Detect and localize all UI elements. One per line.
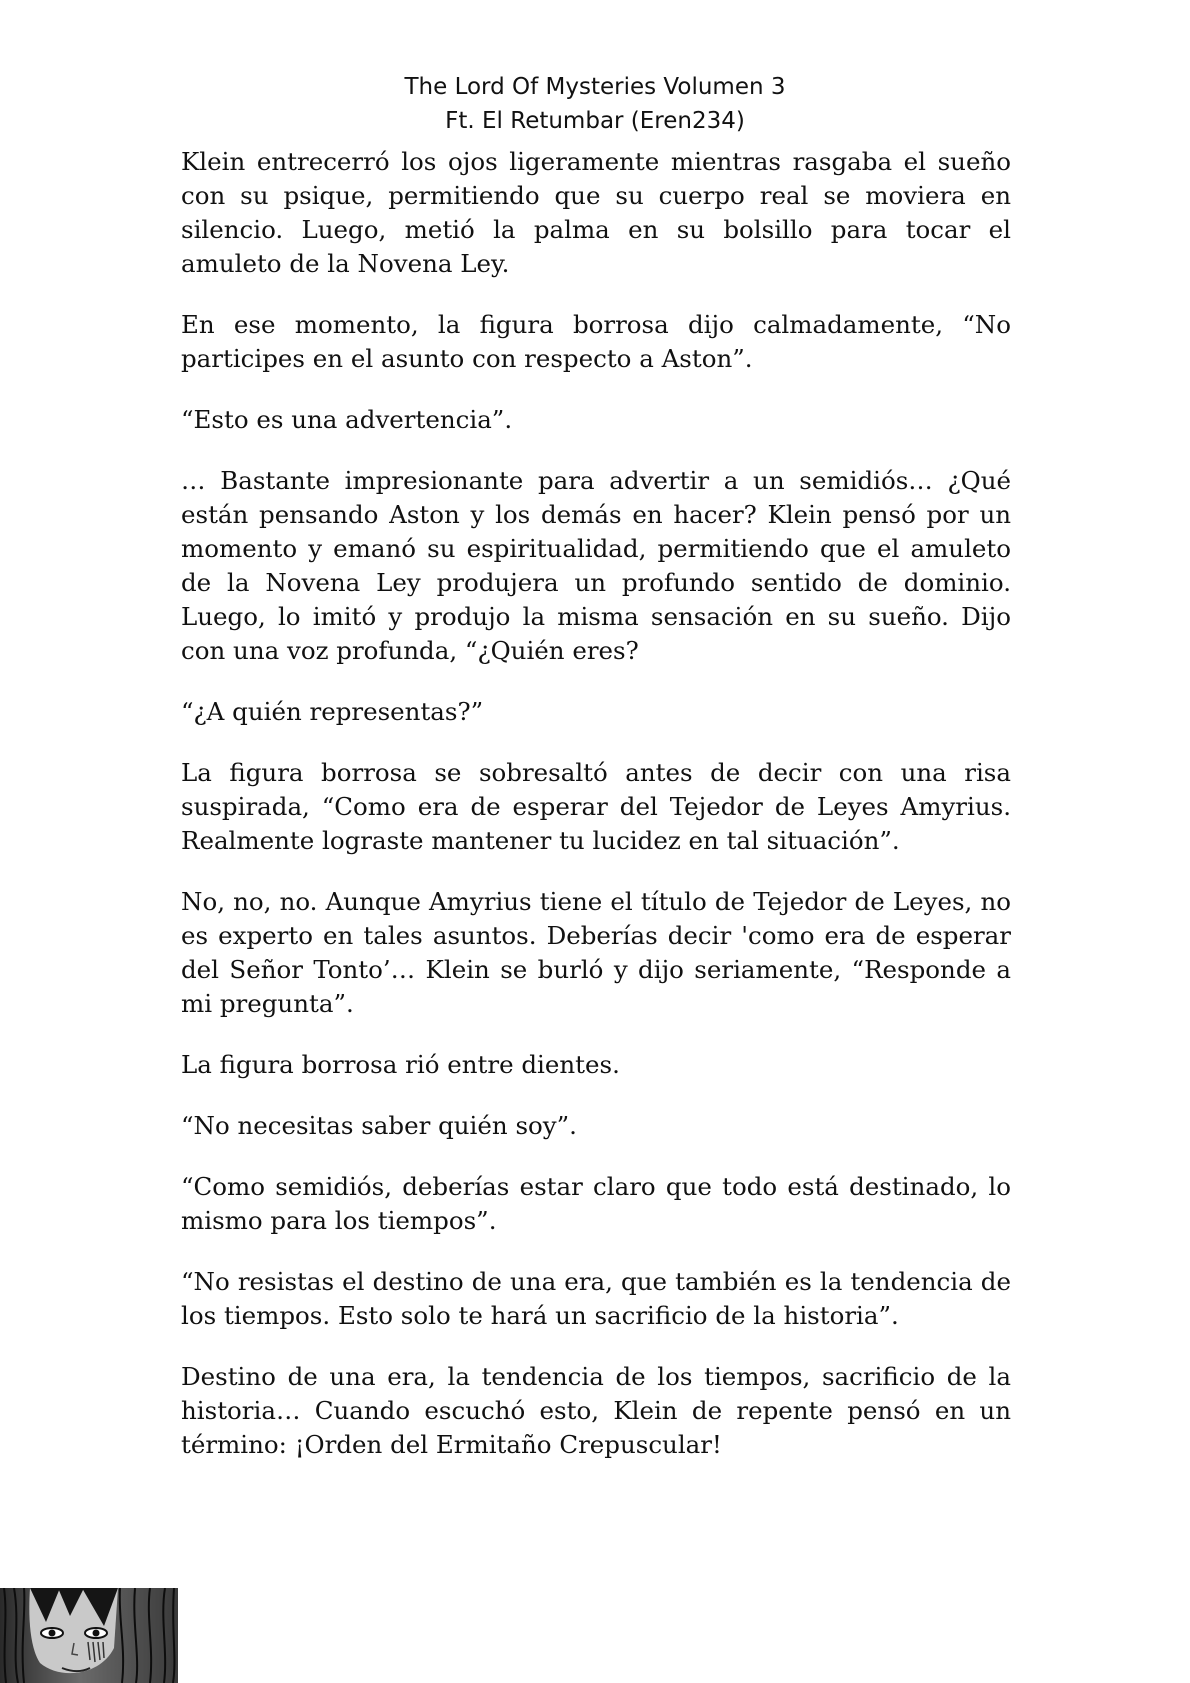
paragraph: La figura borrosa se sobresaltó antes de decir con una risa suspirada, “Como era de esperar del Tejedor de Leyes Amyrius. Realmente lograste mantener tu lucidez en tal situación”.: [181, 758, 1011, 855]
paragraph: La figura borrosa rió entre dientes.: [181, 1050, 620, 1079]
paragraph: “Esto es una advertencia”.: [181, 405, 513, 434]
header-title: The Lord Of Mysteries Volumen 3: [404, 74, 786, 100]
paragraph: No, no, no. Aunque Amyrius tiene el título de Tejedor de Leyes, no es experto en tales asuntos. Deberías decir 'como era de esperar del Señor Tonto’… Klein se burló y dijo seriamente, “Responde a mi pregunta”.: [181, 887, 1011, 1018]
paragraph: “No resistas el destino de una era, que también es la tendencia de los tiempos. Esto solo te hará un sacrificio de la historia”.: [181, 1267, 1011, 1330]
paragraph: “Como semidiós, deberías estar claro que todo está destinado, lo mismo para los tiempos”.: [181, 1172, 1011, 1235]
paragraph: … Bastante impresionante para advertir a un semidiós… ¿Qué están pensando Aston y los demás en hacer? Klein pensó por un momento y emanó su espiritualidad, permitiendo que el amuleto de la Novena Ley produjera un profundo sentido de dominio. Luego, lo imitó y produjo la misma sensación en su sueño. Dijo con una voz profunda, “¿Quién eres?: [181, 466, 1011, 665]
page-header: [0, 70, 1190, 138]
paragraph: “No necesitas saber quién soy”.: [181, 1111, 577, 1140]
paragraph: “¿A quién representas?”: [181, 697, 484, 726]
header-credit: Ft. El Retumbar (Eren234): [445, 108, 745, 134]
paragraph: Klein entrecerró los ojos ligeramente mientras rasgaba el sueño con su psique, permitiendo que su cuerpo real se moviera en silencio. Luego, metió la palma en su bolsillo para tocar el amuleto de la Novena Ley.: [181, 147, 1011, 278]
body-text: [181, 145, 1011, 1489]
manga-portrait-illustration: [0, 1588, 178, 1683]
paragraph: En ese momento, la figura borrosa dijo calmadamente, “No participes en el asunto con respecto a Aston”.: [181, 310, 1011, 373]
paragraph: Destino de una era, la tendencia de los tiempos, sacrificio de la historia… Cuando escuchó esto, Klein de repente pensó en un término: ¡Orden del Ermitaño Crepuscular!: [181, 1362, 1011, 1459]
